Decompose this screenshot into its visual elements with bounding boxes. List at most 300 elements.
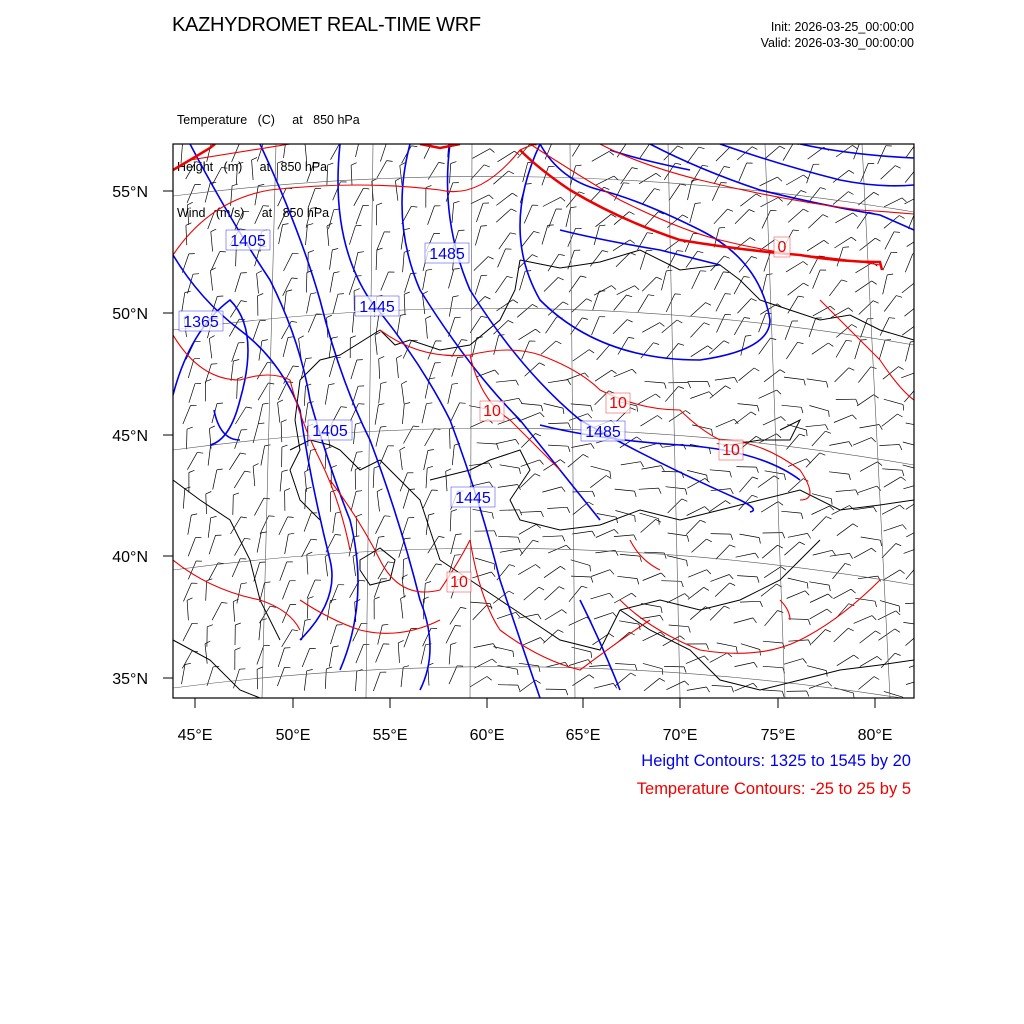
wind-barb (786, 342, 797, 359)
wind-barb-feather (491, 572, 495, 577)
wind-barb-feather (341, 407, 347, 408)
wind-barb (834, 628, 849, 642)
wind-barb-feather (688, 383, 690, 389)
wind-barb (879, 340, 885, 359)
wind-barb-feather (293, 253, 299, 254)
wind-barb (615, 664, 635, 665)
wind-barb (860, 656, 877, 666)
wind-barb-feather (404, 228, 410, 229)
wind-barb-feather (534, 231, 540, 233)
wind-barb-feather (760, 650, 761, 656)
wind-barb-feather (782, 691, 784, 697)
wind-barb-feather (656, 277, 662, 279)
wind-barb-feather (556, 341, 561, 344)
wind-barb (906, 342, 911, 361)
wind-barb-feather (305, 139, 310, 142)
wind-barb-feather (632, 593, 637, 597)
wind-barb-feather (641, 462, 644, 467)
wind-barb-feather (400, 314, 406, 315)
wind-barb-feather (388, 562, 394, 563)
wind-barb-feather (311, 293, 317, 294)
wind-barb (884, 399, 903, 404)
wind-barb (788, 209, 803, 222)
wind-barb (428, 341, 436, 360)
wind-barb-feather (784, 474, 785, 480)
wind-barb (573, 502, 589, 515)
wind-barb (717, 314, 726, 332)
wind-barb (307, 555, 308, 575)
wind-barb-feather (626, 295, 632, 297)
wind-barb-feather (356, 514, 362, 516)
wind-barb (641, 416, 658, 427)
wind-barb (402, 384, 405, 404)
wind-barb (548, 423, 568, 424)
wind-barb-feather (849, 474, 851, 480)
wind-barb (403, 252, 405, 272)
wind-barb-feather (539, 363, 544, 366)
wind-barb-feather (724, 256, 730, 258)
wind-barb (351, 360, 357, 379)
wind-barb (758, 476, 774, 488)
wind-barb-feather (872, 438, 876, 442)
wind-barb (645, 381, 665, 383)
wind-barb (787, 591, 806, 599)
wind-barb-feather (331, 465, 337, 467)
wind-barb-feather (896, 544, 902, 546)
wind-barb (259, 341, 262, 361)
wind-barb (422, 404, 426, 424)
wind-barb (470, 316, 481, 333)
wind-barb (471, 195, 489, 204)
wind-barb-feather (233, 360, 239, 362)
wind-barb-feather (591, 406, 593, 412)
wind-barb (236, 164, 237, 184)
height-label: 1405 (312, 423, 348, 440)
wind-barb (351, 491, 356, 510)
wind-barb-feather (823, 215, 828, 218)
wind-barb (807, 164, 814, 183)
wind-barb-feather (874, 192, 879, 195)
wind-barb-feather (398, 640, 404, 643)
wind-barb-feather (265, 582, 271, 583)
wind-barb (572, 139, 582, 156)
wind-barb (403, 490, 409, 509)
wind-barb-feather (745, 335, 751, 336)
wind-barb-feather (240, 453, 246, 454)
wind-barb-feather (661, 466, 664, 471)
wind-barb (716, 545, 730, 559)
wind-barb-feather (517, 669, 518, 675)
lat-label: 50°N (112, 306, 148, 323)
wind-barb (544, 566, 560, 577)
wind-barb-feather (579, 192, 585, 194)
wind-barb-feather (887, 274, 893, 275)
temperature-label: 10 (722, 442, 740, 459)
wind-barb (858, 192, 873, 205)
wind-barb-feather (753, 618, 757, 623)
wind-barb (260, 516, 269, 534)
wind-barb-feather (526, 184, 532, 185)
temperature-label: 0 (777, 239, 787, 256)
wind-barb-feather (360, 137, 366, 138)
wind-barb (280, 562, 287, 581)
wind-barb (304, 386, 305, 406)
wind-barb-feather (426, 316, 431, 319)
wind-barb (448, 384, 452, 404)
wind-barb (859, 301, 873, 315)
wind-barb-feather (562, 536, 564, 542)
wind-barb-feather (212, 142, 218, 143)
wind-barb (522, 341, 530, 359)
wind-barb-feather (379, 356, 385, 359)
wind-barb-feather (831, 499, 832, 505)
wind-barb (784, 659, 803, 665)
wind-barb-feather (492, 659, 497, 663)
wind-barb (879, 445, 899, 446)
wind-barb-feather (889, 318, 895, 319)
wind-barb-feather (404, 403, 410, 405)
wind-barb-feather (808, 640, 811, 645)
wind-barb (308, 189, 315, 208)
wind-barb-feather (695, 203, 701, 204)
wind-barb-feather (664, 383, 666, 389)
wind-barb-feather (589, 350, 594, 353)
wind-barb-feather (656, 394, 661, 398)
wind-barb (545, 610, 562, 620)
wind-barb (307, 294, 311, 314)
wind-barb-feather (895, 653, 901, 655)
wind-barb-feather (736, 647, 737, 653)
wind-barb (373, 672, 380, 691)
wind-barb (206, 581, 207, 601)
wind-barb-feather (876, 631, 881, 634)
wind-barb-feather (754, 662, 757, 667)
wind-barb-feather (494, 564, 495, 570)
wind-barb-feather (895, 629, 900, 632)
wind-barb-feather (829, 411, 830, 417)
wind-barb (641, 519, 656, 532)
wind-barb (473, 605, 487, 620)
wind-barb-feather (677, 251, 683, 252)
wind-barb (446, 626, 455, 644)
wind-barb-feather (653, 343, 659, 345)
wind-barb-feather (778, 502, 783, 506)
wind-barb (397, 315, 400, 335)
wind-barb-feather (850, 553, 853, 558)
wind-barb (232, 343, 239, 362)
wind-barb (498, 485, 518, 488)
wind-barb-feather (807, 430, 808, 436)
wind-barb (666, 681, 684, 690)
wind-barb (736, 467, 756, 468)
wind-barb-feather (852, 145, 857, 148)
wind-barb-feather (493, 644, 496, 649)
wind-barb (880, 601, 899, 606)
wind-barb (402, 518, 408, 537)
wind-barb (494, 335, 499, 354)
wind-barb-feather (258, 294, 264, 296)
wind-barb-feather (518, 537, 520, 543)
wind-barb-feather (387, 161, 393, 162)
wind-barb-feather (780, 370, 785, 373)
wind-barb (279, 225, 283, 245)
wind-barb-feather (357, 452, 363, 453)
wind-barb-feather (492, 513, 493, 519)
wind-barb-feather (680, 636, 685, 640)
wind-barb (765, 611, 778, 626)
wind-barb (833, 563, 846, 579)
wind-barb (595, 370, 612, 381)
wind-barb-feather (246, 407, 252, 408)
wind-barb-feather (632, 168, 638, 169)
wind-barb-feather (561, 197, 566, 201)
wind-barb-feather (856, 490, 859, 495)
wind-barb (904, 387, 917, 402)
wind-barb-feather (583, 139, 589, 140)
wind-barb (521, 460, 540, 467)
wind-barb-feather (235, 623, 241, 625)
wind-barb (518, 614, 538, 618)
wind-barb-feather (209, 426, 214, 429)
wind-barb-feather (568, 446, 570, 452)
wind-barb-feather (657, 416, 662, 420)
wind-barb-feather (744, 277, 750, 278)
wind-barb (763, 666, 783, 667)
wind-barb-feather (481, 316, 487, 317)
wind-barb (903, 465, 922, 470)
wind-barb (333, 294, 338, 313)
wind-barb-feather (900, 505, 905, 509)
wind-barb (812, 343, 829, 354)
wind-barb (639, 142, 650, 159)
wind-barb-feather (262, 340, 268, 341)
wind-barb-feather (630, 240, 635, 244)
wind-barb (715, 377, 735, 380)
wind-barb (809, 318, 816, 337)
wind-barb-feather (628, 337, 634, 338)
wind-barb-feather (922, 470, 923, 476)
wind-barb-feather (798, 296, 804, 297)
wind-barb (208, 446, 211, 466)
wind-barb-feather (286, 290, 292, 292)
wind-barb (182, 293, 185, 313)
wind-barb (213, 470, 217, 490)
wind-barb-feather (875, 238, 880, 241)
wind-barb (519, 680, 535, 692)
wind-barb-feather (210, 268, 215, 271)
wind-barb (566, 373, 585, 380)
wind-barb (187, 429, 188, 449)
wind-barb (327, 165, 328, 185)
wind-barb-feather (451, 643, 457, 645)
wind-barb (571, 444, 591, 448)
wind-barb (884, 477, 901, 487)
wind-barb-feather (452, 383, 458, 384)
wind-barb-feather (334, 272, 340, 273)
wind-barb (518, 565, 535, 575)
wind-barb (304, 513, 311, 532)
wind-barb-feather (187, 427, 193, 429)
wind-barb (498, 665, 518, 669)
wind-barb-feather (456, 534, 462, 535)
wind-barb-feather (804, 380, 806, 386)
wind-barb (329, 647, 333, 667)
wind-barb-feather (704, 656, 708, 660)
wind-barb (187, 205, 189, 225)
wind-barb (403, 559, 404, 579)
wind-barb (278, 382, 287, 400)
wind-barb-feather (661, 573, 665, 577)
wind-barb-feather (512, 193, 517, 196)
lon-label: 60°E (469, 727, 505, 744)
wind-barb (621, 168, 632, 185)
wind-barb-feather (292, 630, 298, 631)
wind-barb (305, 142, 307, 162)
wind-barb (858, 486, 877, 493)
wind-barb-feather (278, 400, 283, 403)
wind-barb-feather (305, 619, 311, 620)
wind-barb (620, 554, 640, 556)
wind-barb (521, 404, 541, 406)
wind-barb (307, 163, 314, 182)
wind-barb (568, 454, 583, 467)
wind-barb-feather (824, 240, 829, 244)
wind-barb (833, 192, 848, 205)
wind-barb (837, 655, 854, 666)
wind-barb-feather (803, 209, 808, 212)
wind-barb-feather (602, 251, 608, 253)
wind-barb (519, 524, 536, 534)
wind-barb-feather (757, 406, 759, 412)
wind-barb (450, 429, 451, 449)
wind-barb-feather (604, 187, 610, 189)
wind-barb (285, 534, 289, 554)
wind-barb (639, 488, 659, 489)
wind-barb (830, 553, 850, 556)
wind-barb (687, 687, 707, 690)
wind-barb-feather (917, 387, 923, 389)
wind-barb (884, 525, 903, 531)
map-title: KAZHYDROMET REAL-TIME WRF (172, 14, 481, 36)
wind-barb-feather (631, 673, 636, 676)
wind-barb-feather (532, 255, 537, 258)
wind-barb (476, 203, 483, 222)
wind-barb-feather (874, 677, 879, 680)
wind-barb-feather (610, 570, 614, 575)
wind-barb (188, 561, 196, 579)
wind-barb (669, 411, 686, 422)
wind-barb (615, 489, 635, 491)
wind-barb-feather (635, 491, 637, 497)
wind-barb-feather (832, 550, 835, 555)
wind-barb (710, 386, 726, 399)
wind-barb (210, 271, 212, 291)
wind-barb-feather (923, 499, 928, 503)
wind-barb-feather (805, 591, 809, 595)
wind-barb-feather (623, 183, 629, 184)
wind-barb-feather (187, 202, 192, 205)
wind-barb (402, 404, 404, 424)
wind-barb-feather (439, 162, 445, 163)
wind-barb-feather (599, 225, 605, 226)
wind-barb (664, 666, 684, 667)
wind-barb (907, 236, 924, 247)
wind-barb-feather (628, 141, 634, 142)
wind-barb-feather (732, 687, 734, 693)
wind-barb (182, 665, 186, 685)
wind-barb-feather (451, 162, 457, 164)
wind-barb (806, 425, 826, 427)
wind-barb-feather (591, 444, 594, 449)
wind-barb-feather (928, 661, 932, 666)
wind-barb-feather (540, 638, 544, 642)
wind-barb (717, 643, 737, 647)
wind-barb (808, 147, 824, 159)
wind-barb (495, 276, 506, 293)
lon-label: 55°E (372, 727, 408, 744)
wind-barb (807, 240, 824, 251)
wind-barb (905, 254, 913, 273)
wind-barb-feather (519, 398, 522, 403)
wind-barb (837, 524, 853, 536)
wind-barb (354, 424, 356, 444)
wind-barb-feather (211, 229, 216, 232)
wind-barb (737, 299, 751, 314)
wind-barb (237, 584, 241, 604)
wind-barb (808, 215, 823, 229)
wind-barb-feather (841, 280, 847, 282)
wind-barb-feather (485, 297, 491, 300)
wind-barb (617, 576, 637, 578)
wind-barb (638, 394, 655, 404)
wind-barb (829, 472, 849, 474)
wind-barb (449, 666, 457, 684)
wind-barb (472, 149, 490, 159)
wind-barb (692, 271, 701, 289)
wind-barb (880, 318, 889, 336)
wind-barb (544, 277, 558, 291)
wind-barb (307, 580, 315, 598)
wind-barb-feather (258, 184, 264, 185)
wind-barb (284, 138, 287, 158)
wind-barb (714, 272, 723, 290)
wind-barb-feather (825, 425, 828, 430)
wind-barb-feather (849, 442, 852, 447)
wind-barb-feather (924, 528, 929, 532)
wind-barb-feather (898, 367, 903, 370)
wind-barb (375, 405, 378, 425)
wind-barb-feather (803, 175, 808, 179)
wind-barb (183, 406, 191, 425)
wind-barb-feather (627, 320, 633, 322)
wind-barb (668, 499, 682, 513)
lon-label: 80°E (857, 727, 893, 744)
wind-barb (642, 323, 660, 333)
wind-barb-feather (712, 429, 713, 435)
wind-barb (258, 404, 262, 424)
wind-barb (764, 370, 780, 382)
wind-barb-feather (846, 340, 852, 341)
wind-barb (471, 165, 484, 180)
wind-barb-feather (781, 417, 785, 421)
wind-barb-feather (894, 232, 900, 233)
wind-barb (858, 367, 870, 383)
wind-barb-feather (684, 667, 686, 673)
wind-barb-feather (685, 681, 689, 685)
wind-barb-feather (536, 565, 541, 569)
wind-barb-feather (193, 274, 199, 275)
wind-barb (452, 357, 458, 376)
